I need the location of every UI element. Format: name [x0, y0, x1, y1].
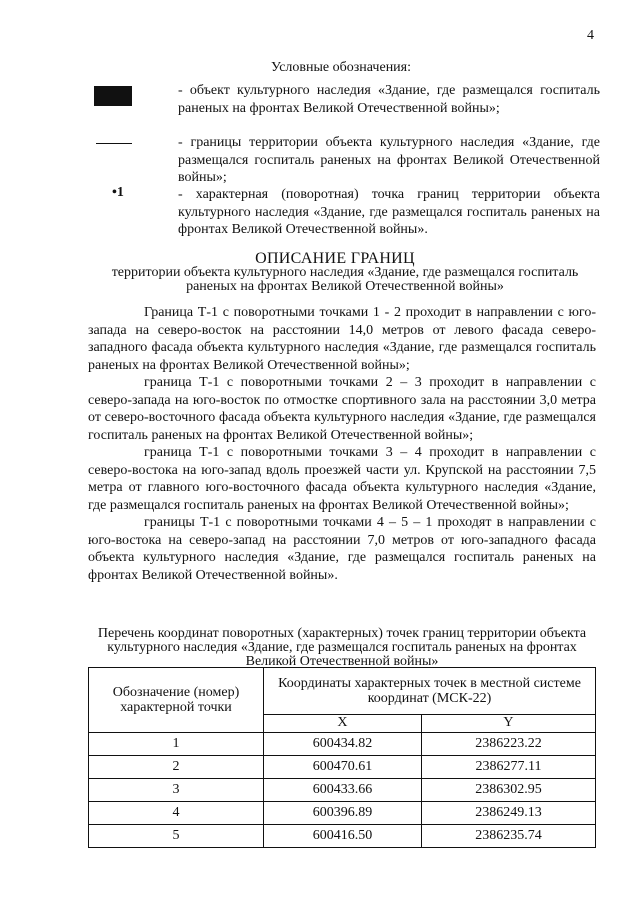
cell-y: 2386223.22	[421, 733, 595, 756]
cell-x: 600416.50	[264, 825, 422, 848]
cell-x: 600396.89	[264, 802, 422, 825]
cell-y: 2386277.11	[421, 756, 595, 779]
legend-symbol-object	[90, 82, 178, 117]
section-subtitle: территории объекта культурного наследия «Здание, где размещался госпиталь раненых на фронтах Великой Отечественной войны»	[111, 265, 579, 294]
table-row	[89, 779, 596, 802]
cell-point: 5	[89, 825, 264, 848]
legend-item-point	[90, 186, 600, 239]
header-x: X	[264, 714, 422, 732]
header-point-name: Обозначение (номер) характерной точки	[89, 668, 264, 733]
boundary-description	[88, 304, 596, 584]
legend-item-object	[90, 82, 600, 117]
boundary-paragraph: граница Т-1 с поворотными точками 2 – 3 проходит в направлении с северо-запада на юго-восток по отмостке спортивного зала на расстоянии 3,0 метра от северо-восточного фасада объекта культурного наследия «Здание, где размещался госпиталь раненых на фронтах Великой Отечественной войны»;	[88, 375, 596, 443]
object-rectangle-icon	[94, 86, 132, 106]
header-coordinates: Координаты характерных точек в местной системе координат (МСК-22)	[264, 668, 596, 715]
table-row	[89, 733, 596, 756]
table-row	[89, 802, 596, 825]
turning-point-icon: •1	[112, 185, 124, 200]
boundary-paragraph: границы Т-1 с поворотными точками 4 – 5 – 1 проходят в направлении с юго-востока на северо-запад на расстоянии 7,0 метров от юго-западного фасада объекта культурного наследия «Здание, где размещался госпиталь раненых на фронтах Великой Отечественной войны».	[88, 515, 596, 583]
coordinates-table	[88, 667, 596, 848]
legend-item-boundary	[90, 134, 600, 187]
legend-symbol-point	[90, 186, 178, 239]
legend-text-object: - объект культурного наследия «Здание, где размещался госпиталь раненых на фронтах Великой Отечественной войны»;	[178, 83, 600, 116]
section-title: ОПИСАНИЕ ГРАНИЦ	[255, 250, 415, 267]
cell-point: 4	[89, 802, 264, 825]
cell-y: 2386302.95	[421, 779, 595, 802]
boundary-paragraph: граница Т-1 с поворотными точками 3 – 4 проходит в направлении с северо-востока на юго-запад вдоль проезжей части ул. Крупской на расстоянии 7,5 метра от главного юго-восточного фасада объекта культурного наследия «Здание, где размещался госпиталь раненых на фронтах Великой Отечественной войны»;	[88, 445, 596, 513]
cell-y: 2386249.13	[421, 802, 595, 825]
table-row	[89, 825, 596, 848]
legend-title: Условные обозначения:	[270, 60, 412, 75]
legend-symbol-boundary	[90, 134, 178, 187]
cell-point: 3	[89, 779, 264, 802]
legend-text-boundary: - границы территории объекта культурного наследия «Здание, где размещался госпиталь раненых на фронтах Великой Отечественной войны»;	[178, 135, 600, 185]
table-row	[89, 756, 596, 779]
cell-x: 600434.82	[264, 733, 422, 756]
cell-y: 2386235.74	[421, 825, 595, 848]
boundary-line-icon	[96, 143, 132, 144]
boundary-paragraph: Граница Т-1 с поворотными точками 1 - 2 проходит в направлении с юго-запада на северо-восток на расстоянии 14,0 метров от левого фасада северо-западного фасада объекта культурного наследия «Здание, где размещался госпиталь раненых на фронтах Великой Отечественной войны»;	[88, 305, 596, 373]
header-y: Y	[421, 714, 595, 732]
page-number: 4	[587, 28, 594, 43]
cell-x: 600470.61	[264, 756, 422, 779]
cell-point: 1	[89, 733, 264, 756]
table-header-row	[89, 668, 596, 715]
table-caption: Перечень координат поворотных (характерных) точек границ территории объекта культурного наследия «Здание, где размещался госпиталь раненых на фронтах Великой Отечественной войны»	[97, 626, 587, 669]
cell-point: 2	[89, 756, 264, 779]
legend-text-point: - характерная (поворотная) точка границ территории объекта культурного наследия «Здание, где размещался госпиталь раненых на фронтах Великой Отечественной войны».	[178, 187, 600, 237]
cell-x: 600433.66	[264, 779, 422, 802]
